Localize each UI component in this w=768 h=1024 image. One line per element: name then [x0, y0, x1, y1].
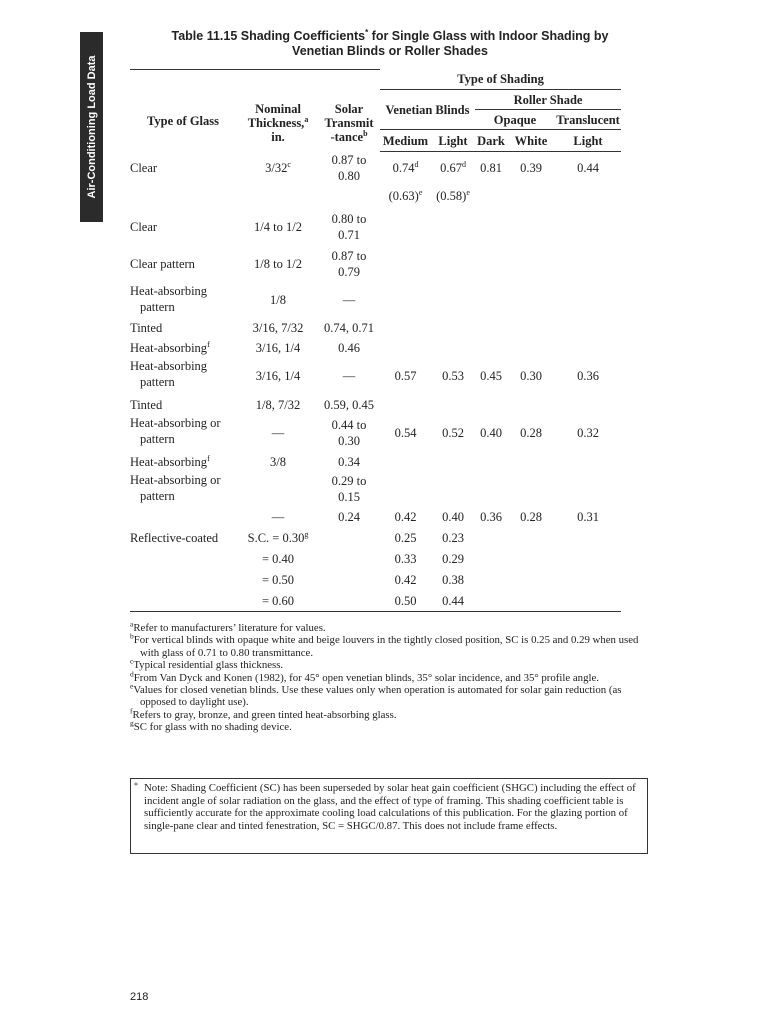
cell-roller-dark — [475, 570, 507, 591]
cell-venetian-medium — [380, 452, 431, 472]
cell-roller-translucent — [555, 395, 621, 415]
cell-venetian-light — [431, 472, 475, 507]
cell-thickness — [238, 184, 318, 208]
cell-roller-white — [507, 338, 555, 358]
cell-glass-type: Heat-absorbing$^f$ — [130, 453, 210, 469]
header-type-of-glass: Type of Glass — [147, 113, 219, 128]
cell-transmittance: — — [342, 293, 356, 307]
cell-glass-type: Reflective-coated — [130, 531, 219, 545]
cell-glass-type — [130, 570, 238, 591]
cell-transmittance: 0.44 to 0.30 — [331, 418, 367, 448]
cell-roller-white — [507, 318, 555, 338]
cell-glass-type: Clear — [130, 160, 158, 175]
cell-glass-type: Tinted — [130, 397, 163, 412]
cell-roller-dark: 0.45 — [480, 369, 502, 383]
cell-transmittance: 0.59, 0.45 — [324, 397, 374, 412]
shading-coefficients-table — [130, 69, 621, 612]
cell-roller-white — [507, 549, 555, 570]
table-row — [130, 528, 621, 549]
cell-roller-translucent: 0.31 — [577, 510, 599, 524]
cell-roller-translucent — [555, 184, 621, 208]
table-header — [130, 70, 621, 152]
cell-transmittance: 0.87 to 0.80 — [331, 152, 367, 183]
cell-transmittance: — — [342, 369, 356, 383]
cell-venetian-light: 0.40 — [442, 510, 464, 524]
cell-thickness: 1/8, 7/32 — [255, 397, 301, 412]
table-row — [130, 358, 621, 395]
cell-roller-dark: 0.81 — [480, 160, 502, 175]
cell-venetian-medium: 0.54 — [394, 426, 417, 440]
cell-venetian-light — [431, 338, 475, 358]
table-row — [130, 184, 621, 208]
cell-roller-dark: 0.40 — [480, 426, 502, 440]
table-body — [130, 152, 621, 612]
cell-roller-translucent — [555, 528, 621, 549]
cell-venetian-medium: 0.57 — [394, 369, 417, 383]
cell-glass-type: Heat-absorbing pattern — [130, 358, 208, 389]
cell-roller-white — [507, 472, 555, 507]
table-row — [130, 246, 621, 283]
cell-venetian-medium: 0.33 — [394, 552, 417, 566]
cell-venetian-medium — [380, 338, 431, 358]
cell-roller-dark — [475, 246, 507, 283]
cell-roller-white — [507, 570, 555, 591]
cell-thickness: = 0.50 — [261, 573, 295, 587]
cell-roller-translucent — [555, 549, 621, 570]
table-row — [130, 283, 621, 318]
cell-roller-translucent — [555, 208, 621, 246]
cell-roller-dark — [475, 283, 507, 318]
table-row — [130, 472, 621, 507]
cell-glass-type — [130, 549, 238, 570]
cell-roller-dark — [475, 452, 507, 472]
cell-venetian-medium: 0.74$^d$ — [392, 159, 419, 175]
header-white: White — [507, 130, 555, 152]
cell-venetian-medium — [380, 246, 431, 283]
cell-transmittance: 0.24 — [338, 510, 360, 524]
cell-transmittance — [318, 549, 380, 570]
cell-roller-translucent: 0.36 — [577, 369, 599, 383]
cell-venetian-medium — [380, 283, 431, 318]
cell-roller-translucent — [555, 570, 621, 591]
cell-glass-type — [130, 184, 238, 208]
cell-venetian-light: 0.52 — [442, 426, 464, 440]
cell-transmittance — [318, 570, 380, 591]
cell-venetian-medium: 0.25 — [394, 531, 417, 545]
cell-roller-translucent — [555, 338, 621, 358]
cell-thickness: 1/8 to 1/2 — [254, 257, 302, 271]
cell-glass-type: Heat-absorbing or pattern — [130, 472, 221, 503]
cell-thickness: = 0.40 — [261, 552, 295, 566]
cell-roller-white — [507, 184, 555, 208]
cell-thickness: 3/8 — [270, 454, 286, 469]
header-dark: Dark — [475, 130, 507, 152]
footnote-d: $^d$From Van Dyck and Konen (1982), for 45° open venetian blinds, 35° solar incidence, and 35° profile angle. — [130, 669, 599, 684]
cell-glass-type — [130, 591, 238, 612]
cell-roller-dark — [475, 208, 507, 246]
table-row — [130, 570, 621, 591]
table-row — [130, 152, 621, 184]
cell-roller-dark — [475, 395, 507, 415]
cell-glass-type: Heat-absorbing or pattern — [130, 415, 221, 446]
cell-roller-white: 0.28 — [520, 426, 542, 440]
cell-glass-type: Tinted — [130, 320, 163, 335]
header-opaque: Opaque — [475, 110, 555, 130]
cell-venetian-medium: $(0.63)^e$ — [388, 187, 423, 203]
cell-transmittance: 0.29 to 0.15 — [331, 474, 367, 504]
table-row — [130, 318, 621, 338]
cell-venetian-medium: 0.42 — [394, 510, 417, 524]
cell-roller-translucent — [555, 283, 621, 318]
cell-venetian-light: 0.38 — [442, 573, 464, 587]
cell-glass-type: Heat-absorbing pattern — [130, 283, 208, 314]
cell-roller-translucent: 0.32 — [577, 426, 599, 440]
header-nominal-thickness: Nominal Thickness,$^a$ in. — [247, 101, 309, 144]
footnotes — [130, 619, 640, 734]
cell-thickness: 3/16, 1/4 — [255, 340, 301, 355]
cell-thickness: 1/8 — [270, 293, 286, 307]
cell-venetian-light — [431, 452, 475, 472]
cell-roller-white — [507, 283, 555, 318]
cell-roller-dark — [475, 528, 507, 549]
cell-venetian-light — [431, 318, 475, 338]
header-translucent-light: Light — [555, 130, 621, 152]
table-row — [130, 338, 621, 358]
cell-venetian-light — [431, 246, 475, 283]
cell-roller-white: 0.28 — [520, 510, 542, 524]
cell-thickness: 3/16, 1/4 — [255, 369, 301, 383]
cell-roller-dark — [475, 591, 507, 612]
cell-roller-translucent — [555, 318, 621, 338]
cell-roller-dark — [475, 184, 507, 208]
cell-venetian-medium: 0.50 — [380, 591, 431, 612]
cell-venetian-light: 0.53 — [442, 369, 464, 383]
header-type-of-shading: Type of Shading — [380, 70, 621, 90]
cell-thickness: 1/4 to 1/2 — [254, 219, 302, 234]
cell-glass-type: Clear — [130, 219, 158, 234]
footnote-b: $^b$For vertical blinds with opaque white and beige louvers in the tightly closed position, SC is 0.25 and 0.29 when used with glass of 0.71 to 0.80 transmittance. — [130, 631, 639, 659]
table-row — [130, 549, 621, 570]
cell-thickness: — — [271, 510, 285, 524]
cell-transmittance — [318, 528, 380, 549]
cell-roller-white — [507, 528, 555, 549]
cell-roller-translucent: 0.44 — [577, 160, 599, 175]
note-mark: * — [134, 781, 138, 790]
cell-roller-white — [507, 395, 555, 415]
cell-roller-dark: 0.36 — [480, 510, 502, 524]
cell-thickness: = 0.60 — [238, 591, 318, 612]
footnote-f: $^f$Refers to gray, bronze, and green tinted heat-absorbing glass. — [130, 706, 397, 721]
page-number: 218 — [130, 991, 149, 1003]
cell-venetian-medium — [380, 318, 431, 338]
cell-venetian-light: 0.23 — [442, 531, 464, 545]
cell-roller-white: 0.39 — [520, 160, 542, 175]
table-row — [130, 395, 621, 415]
cell-roller-translucent — [555, 246, 621, 283]
table-row — [130, 591, 621, 612]
cell-thickness — [238, 472, 318, 507]
cell-thickness: — — [271, 426, 285, 440]
cell-roller-dark — [475, 549, 507, 570]
cell-transmittance: 0.34 — [338, 454, 360, 469]
header-translucent: Translucent — [555, 110, 621, 130]
cell-transmittance: 0.87 to 0.79 — [331, 249, 367, 279]
cell-thickness: 3/32$^c$ — [265, 159, 291, 175]
table-row — [130, 507, 621, 528]
table-title-line2: Venetian Blinds or Roller Shades — [292, 44, 488, 58]
cell-venetian-light — [431, 208, 475, 246]
cell-glass-type: Clear pattern — [130, 257, 195, 271]
cell-thickness: 3/16, 7/32 — [252, 320, 304, 335]
cell-transmittance: 0.46 — [338, 340, 360, 355]
cell-venetian-medium — [380, 472, 431, 507]
footnote-e: $^e$Values for closed venetian blinds. Use these values only when operation is automated for solar gain reduction (as opposed to daylight use). — [130, 681, 622, 709]
cell-glass-type: Heat-absorbing$^f$ — [130, 339, 210, 355]
cell-roller-dark — [475, 338, 507, 358]
footnote-c: $^c$Typical residential glass thickness. — [130, 656, 284, 672]
header-solar-transmittance: Solar Transmit -tance$^b$ — [324, 101, 374, 144]
cell-venetian-light: 0.29 — [442, 552, 464, 566]
cell-venetian-light: $(0.58)^e$ — [436, 187, 470, 203]
cell-venetian-light: 0.44 — [431, 591, 475, 612]
section-side-tab-label: Air-Conditioning Load Data — [85, 55, 98, 199]
header-medium: Medium — [380, 130, 431, 152]
section-side-tab — [80, 32, 103, 222]
cell-venetian-medium: 0.42 — [394, 573, 417, 587]
cell-transmittance — [318, 184, 380, 208]
cell-roller-dark — [475, 318, 507, 338]
table-title — [130, 29, 650, 59]
cell-glass-type — [130, 507, 238, 528]
cell-transmittance: 0.80 to 0.71 — [331, 211, 367, 242]
cell-transmittance: 0.74, 0.71 — [324, 320, 374, 335]
cell-roller-translucent — [555, 472, 621, 507]
cell-roller-white — [507, 452, 555, 472]
cell-venetian-light: 0.67$^d$ — [440, 159, 466, 175]
cell-venetian-medium — [380, 208, 431, 246]
cell-roller-dark — [475, 472, 507, 507]
header-roller-shade: Roller Shade — [475, 90, 621, 110]
note-text: Note: Shading Coefficient (SC) has been superseded by solar heat gain coefficient (SHGC) including the effect of incident angle of solar radiation on the glass, and the effect of type of framing. This shading coefficient table is sufficiently accurate for the approximate cooling load calculations of this publication. For the glazing portion of single-pane clear and tinted fenestration, SC = SHGC/0.87. This does not include frame effects. — [144, 782, 636, 832]
cell-venetian-light — [431, 395, 475, 415]
footnote-g: $^g$SC for glass with no shading device. — [130, 718, 292, 734]
cell-roller-white: 0.30 — [520, 369, 542, 383]
table-row — [130, 452, 621, 472]
header-venetian-blinds: Venetian Blinds — [380, 90, 475, 130]
table-row — [130, 208, 621, 246]
cell-roller-white — [507, 246, 555, 283]
cell-roller-translucent — [555, 591, 621, 612]
table-row — [130, 415, 621, 452]
note-box — [130, 778, 648, 854]
cell-venetian-medium — [380, 395, 431, 415]
cell-roller-white — [507, 208, 555, 246]
cell-thickness: S.C. = 0.30$^g$ — [247, 529, 309, 545]
cell-roller-white — [507, 591, 555, 612]
table-title-line1: Table 11.15 Shading Coefficients* for Single Glass with Indoor Shading by — [171, 27, 609, 43]
cell-roller-translucent — [555, 452, 621, 472]
cell-venetian-light — [431, 283, 475, 318]
header-light: Light — [431, 130, 475, 152]
footnote-a: $^a$Refer to manufacturers’ literature for values. — [130, 619, 326, 634]
cell-transmittance — [318, 591, 380, 612]
